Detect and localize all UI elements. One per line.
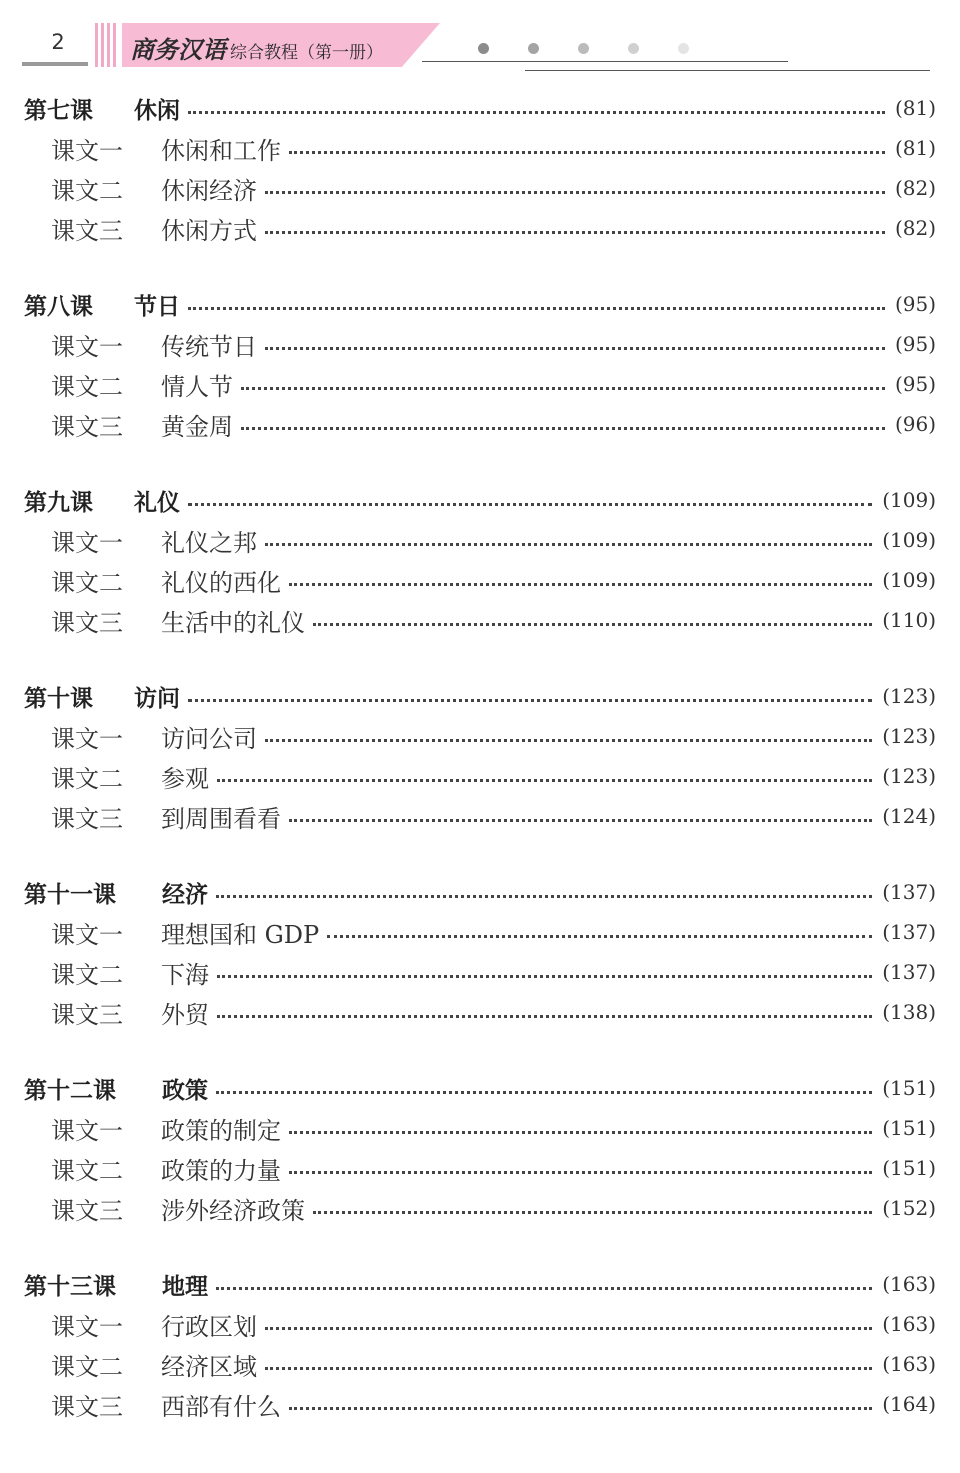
- lesson-entry[interactable]: [24, 364, 936, 404]
- header-rule: [525, 70, 930, 71]
- lesson-entry[interactable]: [24, 1304, 936, 1344]
- page-ref: (96): [894, 412, 936, 436]
- lesson-title: 下海: [161, 960, 209, 989]
- page-ref: (123): [882, 724, 936, 748]
- lesson-title: 涉外经济政策: [161, 1196, 305, 1225]
- chapter-entry[interactable]: [24, 284, 936, 324]
- toc-chapter: [24, 872, 936, 1068]
- banner-stripe: [113, 23, 116, 67]
- chapter-title: 经济: [162, 881, 208, 908]
- page-ref: (163): [882, 1272, 936, 1296]
- lesson-title: 经济区域: [161, 1352, 257, 1381]
- banner-stripe: [95, 23, 98, 67]
- lesson-label: 课文一: [51, 332, 123, 361]
- lesson-title: 生活中的礼仪: [161, 608, 305, 637]
- dot-leader: [265, 1327, 872, 1330]
- lesson-entry[interactable]: [24, 128, 936, 168]
- chapter-title: 地理: [162, 1273, 208, 1300]
- lesson-label: 课文一: [51, 1116, 123, 1145]
- lesson-label: 课文一: [51, 724, 123, 753]
- dot-leader: [241, 427, 885, 430]
- toc-chapter: [24, 676, 936, 872]
- page-ref: (138): [882, 1000, 936, 1024]
- lesson-title: 行政区划: [161, 1312, 257, 1341]
- lesson-entry[interactable]: [24, 168, 936, 208]
- page-header: [0, 0, 960, 80]
- lesson-title: 休闲方式: [161, 216, 257, 245]
- table-of-contents: [24, 88, 936, 1460]
- lesson-entry[interactable]: [24, 992, 936, 1032]
- book-subtitle: 综合教程（第一册）: [230, 43, 383, 63]
- page-ref: (124): [882, 804, 936, 828]
- page-ref: (152): [882, 1196, 936, 1220]
- chapter-label: 第七课: [24, 97, 93, 124]
- page-ref: (109): [882, 568, 936, 592]
- lesson-entry[interactable]: [24, 1384, 936, 1424]
- lesson-label: 课文一: [51, 528, 123, 557]
- dot-leader: [216, 1091, 872, 1094]
- toc-chapter: [24, 1264, 936, 1460]
- header-dot: [678, 43, 689, 54]
- page-ref: (95): [894, 332, 936, 356]
- page-ref: (151): [882, 1116, 936, 1140]
- dot-leader: [188, 699, 872, 702]
- lesson-title: 政策的制定: [161, 1116, 281, 1145]
- page-ref: (151): [882, 1156, 936, 1180]
- dot-leader: [217, 975, 872, 978]
- lesson-title: 传统节日: [161, 332, 257, 361]
- lesson-entry[interactable]: [24, 208, 936, 248]
- header-dot: [478, 43, 489, 54]
- page-ref: (95): [894, 292, 936, 316]
- lesson-entry[interactable]: [24, 324, 936, 364]
- lesson-title: 政策的力量: [161, 1156, 281, 1185]
- dot-leader: [217, 779, 872, 782]
- lesson-entry[interactable]: [24, 796, 936, 836]
- banner-stripe: [101, 23, 104, 67]
- lesson-label: 课文三: [51, 216, 123, 245]
- chapter-title: 节日: [134, 293, 180, 320]
- lesson-label: 课文三: [51, 1196, 123, 1225]
- page-ref: (151): [882, 1076, 936, 1100]
- page-ref: (82): [894, 216, 936, 240]
- dot-leader: [216, 895, 872, 898]
- dot-leader: [289, 583, 872, 586]
- chapter-label: 第十一课: [24, 881, 116, 908]
- chapter-label: 第十课: [24, 685, 93, 712]
- lesson-title: 休闲经济: [161, 176, 257, 205]
- lesson-title: 访问公司: [161, 724, 257, 753]
- chapter-title: 休闲: [134, 97, 180, 124]
- header-dot: [628, 43, 639, 54]
- lesson-title: 理想国和 GDP: [161, 920, 320, 949]
- page-ref: (137): [882, 920, 936, 944]
- page-ref: (123): [882, 684, 936, 708]
- dot-leader: [216, 1287, 872, 1290]
- dot-leader: [265, 1367, 872, 1370]
- dot-leader: [265, 191, 885, 194]
- dot-leader: [188, 111, 885, 114]
- banner-stripes: [95, 23, 121, 67]
- dot-leader: [265, 739, 872, 742]
- lesson-entry[interactable]: [24, 1148, 936, 1188]
- lesson-entry[interactable]: [24, 952, 936, 992]
- toc-chapter: [24, 480, 936, 676]
- lesson-label: 课文二: [51, 176, 123, 205]
- page-ref: (95): [894, 372, 936, 396]
- dot-leader: [265, 347, 885, 350]
- chapter-entry[interactable]: [24, 1264, 936, 1304]
- chapter-title: 礼仪: [134, 489, 180, 516]
- lesson-label: 课文一: [51, 136, 123, 165]
- header-dot: [528, 43, 539, 54]
- chapter-entry[interactable]: [24, 480, 936, 520]
- lesson-title: 礼仪的西化: [161, 568, 281, 597]
- dot-leader: [289, 1407, 872, 1410]
- page-number-rule: [22, 62, 88, 66]
- book-title-block: [130, 30, 383, 65]
- lesson-entry[interactable]: [24, 912, 936, 952]
- lesson-label: 课文三: [51, 412, 123, 441]
- dot-leader: [313, 1211, 872, 1214]
- chapter-label: 第八课: [24, 293, 93, 320]
- lesson-entry[interactable]: [24, 560, 936, 600]
- lesson-label: 课文二: [51, 568, 123, 597]
- page-ref: (137): [882, 880, 936, 904]
- lesson-entry[interactable]: [24, 1108, 936, 1148]
- banner-stripe: [107, 23, 110, 67]
- chapter-title: 政策: [162, 1077, 208, 1104]
- lesson-title: 西部有什么: [161, 1392, 281, 1421]
- book-title: 商务汉语: [130, 35, 226, 64]
- toc-chapter: [24, 284, 936, 480]
- toc-chapter: [24, 88, 936, 284]
- lesson-label: 课文三: [51, 804, 123, 833]
- dot-leader: [327, 935, 872, 938]
- dot-leader: [241, 387, 885, 390]
- page-ref: (163): [882, 1312, 936, 1336]
- lesson-entry[interactable]: [24, 1344, 936, 1384]
- lesson-title: 休闲和工作: [161, 136, 281, 165]
- lesson-title: 情人节: [161, 372, 233, 401]
- dot-leader: [313, 623, 872, 626]
- page-ref: (81): [894, 96, 936, 120]
- header-rule: [422, 61, 788, 62]
- page-number: 2: [51, 30, 65, 54]
- chapter-entry[interactable]: [24, 872, 936, 912]
- lesson-label: 课文三: [51, 608, 123, 637]
- dot-leader: [265, 543, 872, 546]
- chapter-label: 第十三课: [24, 1273, 116, 1300]
- lesson-label: 课文一: [51, 920, 123, 949]
- lesson-entry[interactable]: [24, 1188, 936, 1228]
- lesson-label: 课文一: [51, 1312, 123, 1341]
- lesson-entry[interactable]: [24, 600, 936, 640]
- lesson-entry[interactable]: [24, 404, 936, 444]
- dot-leader: [217, 1015, 872, 1018]
- page-ref: (109): [882, 528, 936, 552]
- chapter-label: 第九课: [24, 489, 93, 516]
- lesson-label: 课文二: [51, 372, 123, 401]
- lesson-entry[interactable]: [24, 716, 936, 756]
- page-ref: (110): [882, 608, 936, 632]
- page-ref: (163): [882, 1352, 936, 1376]
- chapter-label: 第十二课: [24, 1077, 116, 1104]
- lesson-label: 课文二: [51, 1156, 123, 1185]
- dot-leader: [265, 231, 885, 234]
- chapter-entry[interactable]: [24, 1068, 936, 1108]
- lesson-label: 课文二: [51, 1352, 123, 1381]
- header-dot: [578, 43, 589, 54]
- page-ref: (137): [882, 960, 936, 984]
- lesson-entry[interactable]: [24, 756, 936, 796]
- lesson-title: 黄金周: [161, 412, 233, 441]
- page-ref: (123): [882, 764, 936, 788]
- lesson-title: 外贸: [161, 1000, 209, 1029]
- dot-leader: [188, 503, 872, 506]
- lesson-title: 到周围看看: [161, 804, 281, 833]
- toc-chapter: [24, 1068, 936, 1264]
- dot-leader: [289, 151, 885, 154]
- dot-leader: [188, 307, 885, 310]
- lesson-label: 课文二: [51, 960, 123, 989]
- page-ref: (109): [882, 488, 936, 512]
- dot-leader: [289, 1131, 872, 1134]
- page-ref: (82): [894, 176, 936, 200]
- chapter-title: 访问: [134, 685, 180, 712]
- lesson-title: 礼仪之邦: [161, 528, 257, 557]
- page-ref: (81): [894, 136, 936, 160]
- chapter-entry[interactable]: [24, 88, 936, 128]
- dot-leader: [289, 819, 872, 822]
- lesson-label: 课文二: [51, 764, 123, 793]
- lesson-entry[interactable]: [24, 520, 936, 560]
- lesson-label: 课文三: [51, 1392, 123, 1421]
- dot-leader: [289, 1171, 872, 1174]
- lesson-title: 参观: [161, 764, 209, 793]
- lesson-label: 课文三: [51, 1000, 123, 1029]
- chapter-entry[interactable]: [24, 676, 936, 716]
- page-ref: (164): [882, 1392, 936, 1416]
